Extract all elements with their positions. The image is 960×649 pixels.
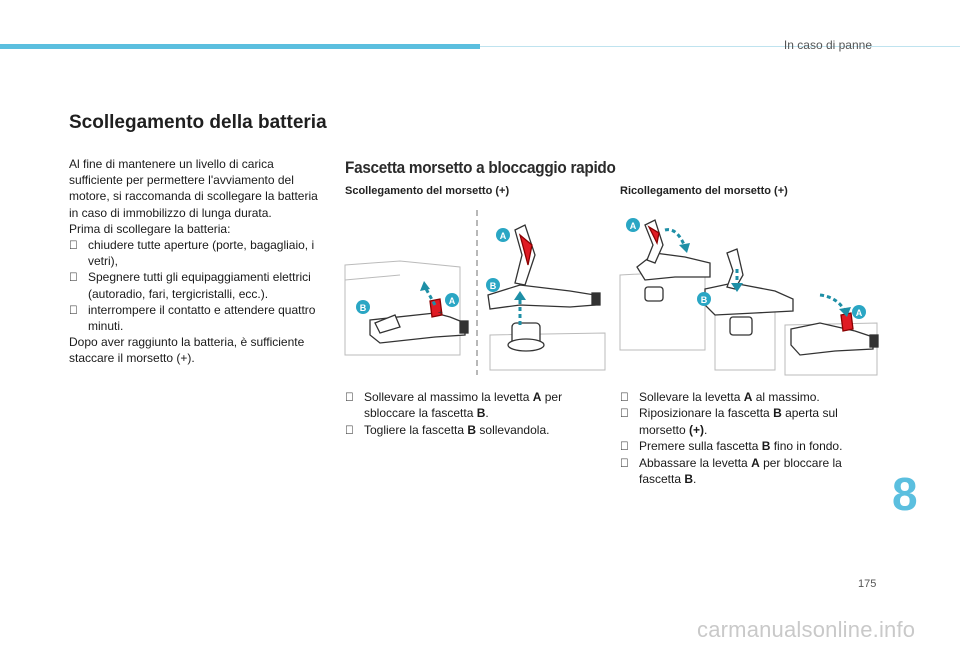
callout-b (356, 300, 370, 314)
top-rule (480, 46, 960, 47)
arrow-lever-down (820, 295, 845, 311)
reconnect-heading: Ricollegamento del morsetto (+) (620, 185, 788, 197)
precaution-list (69, 237, 325, 334)
disconnect-steps (345, 389, 585, 438)
chapter-number: 8 (892, 468, 918, 520)
battery-block-left (345, 261, 605, 370)
section-header: In caso di panne (783, 38, 872, 52)
callout-label: A (448, 296, 456, 306)
bullet-icon (69, 237, 78, 253)
list-item: Premere sulla fascetta B fino in fondo. (620, 438, 860, 454)
disconnect-illustration (340, 205, 610, 380)
bullet-icon (345, 422, 354, 438)
callout-label: B (489, 281, 497, 291)
watermark: carmanualsonline.info (697, 617, 916, 642)
bullet-icon (345, 389, 354, 405)
callout-label: B (359, 303, 367, 313)
clamp-bottom (791, 313, 878, 355)
arrow-head (679, 243, 690, 253)
list-item: chiudere tutte aperture (porte, bagagliaio, i vetri), (69, 237, 325, 269)
page-number: 175 (858, 578, 877, 590)
callout-a (852, 305, 866, 319)
bullet-icon (620, 389, 629, 405)
callout-label: A (855, 308, 863, 318)
list-item: Togliere la fascetta B sollevandola. (345, 422, 585, 438)
bullet-icon (620, 455, 629, 471)
callout-label: A (629, 221, 637, 231)
callout-b (697, 292, 711, 306)
intro-lead: Prima di scollegare la batteria: (69, 221, 231, 236)
list-item: Abbassare la levetta A per bloccare la fascetta B. (620, 455, 860, 488)
list-item: Sollevare al massimo la levetta A per sbloccare la fascetta B. (345, 389, 585, 422)
intro-text (69, 156, 325, 367)
bullet-icon (620, 405, 629, 421)
arrow-head (420, 281, 430, 291)
callout-a (626, 218, 640, 232)
disconnect-heading: Scollegamento del morsetto (+) (345, 185, 510, 197)
callout-b (486, 278, 500, 292)
subsection-title: Fascetta morsetto a bloccaggio rapido (345, 158, 616, 177)
bullet-icon (69, 302, 78, 318)
outro-paragraph: Dopo aver raggiunto la batteria, è sufficiente staccare il morsetto (+). (69, 335, 305, 366)
list-item: interrompere il contatto e attendere quattro minuti. (69, 302, 325, 334)
reconnect-steps (620, 389, 860, 487)
clamp-right (488, 225, 600, 351)
bullet-icon (69, 269, 78, 285)
list-item: Sollevare la levetta A al massimo. (620, 389, 860, 405)
intro-paragraph: Al fine di mantenere un livello di carica sufficiente per permettere l'avviamento del motore, si raccomanda di scollegare la batteria in caso di immobilizzo di lunga durata. (69, 157, 318, 220)
callout-label: B (700, 295, 708, 305)
callout-label: A (499, 231, 507, 241)
clamp-middle (705, 249, 793, 335)
plus-mark: + (438, 308, 443, 317)
list-item: Riposizionare la fascetta B aperta sul morsetto (+). (620, 405, 860, 438)
callout-a (445, 293, 459, 307)
list-item: Spegnere tutti gli equipaggiamenti elettrici (autoradio, fari, tergicristalli, ecc.). (69, 269, 325, 301)
reconnect-illustration (615, 205, 880, 380)
arrow-lever-up (665, 230, 685, 247)
top-accent-bar (0, 44, 480, 49)
callout-a (496, 228, 510, 242)
bullet-icon (620, 438, 629, 454)
section-title: Scollegamento della batteria (69, 112, 327, 133)
